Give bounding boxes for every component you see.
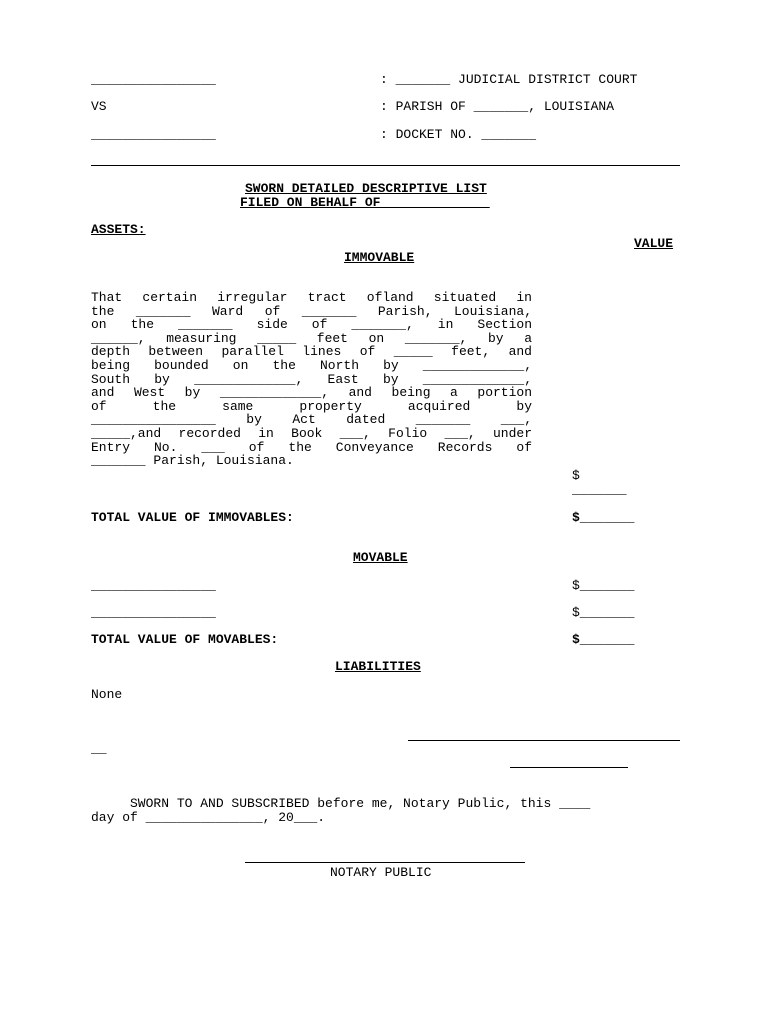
description-line: the _______ Ward of _______ Parish, Louisiana, — [91, 303, 532, 319]
description-line: being bounded on the North by _____________, — [91, 357, 532, 373]
value-heading: VALUE — [634, 236, 674, 251]
vs-label: VS — [91, 99, 107, 114]
description-line: ______, measuring _____ feet on _______, by a — [91, 330, 532, 346]
sworn-statement-line2: day of _______________, 20___. — [91, 810, 326, 825]
parish-line: : PARISH OF _______, LOUISIANA — [380, 99, 615, 114]
total-movables-label: TOTAL VALUE OF MOVABLES: — [91, 632, 279, 647]
description-line: That certain irregular tract ofland situated in — [91, 290, 532, 305]
description-line: depth between parallel lines of _____ feet, and — [91, 344, 532, 360]
docket-line: : DOCKET NO. _______ — [380, 127, 537, 142]
immovable-dollar-sign: $ — [572, 468, 580, 483]
caption-divider — [91, 165, 680, 166]
notary-signature-line — [245, 862, 525, 863]
notary-public-label: NOTARY PUBLIC — [330, 865, 432, 880]
stray-blank: __ — [91, 741, 107, 756]
immovable-heading: IMMOVABLE — [344, 250, 415, 265]
document-title: SWORN DETAILED DESCRIPTIVE LIST — [245, 181, 487, 196]
description-line: Entry No. ___ of the Conveyance Records of — [91, 439, 532, 455]
document-subtitle: FILED ON BEHALF OF _____________ — [240, 195, 490, 210]
description-line: on the _______ side of _______, in Section — [91, 317, 532, 333]
signature-line — [408, 740, 680, 741]
liabilities-text: None — [91, 687, 123, 702]
liabilities-heading: LIABILITIES — [335, 659, 421, 674]
description-line: _______ Parish, Louisiana. — [91, 453, 294, 469]
movable-item: ________________ — [91, 578, 216, 593]
total-immovables-label: TOTAL VALUE OF IMMOVABLES: — [91, 510, 294, 525]
description-line: ________________ by Act dated _______ ___, — [91, 412, 532, 428]
total-immovables-value: $_______ — [572, 510, 635, 525]
court-line: : _______ JUDICIAL DISTRICT COURT — [380, 72, 638, 87]
sworn-statement-line1: SWORN TO AND SUBSCRIBED before me, Notary Public, this ____ — [91, 796, 591, 811]
total-movables-value: $_______ — [572, 632, 635, 647]
signer-name-line — [510, 767, 628, 768]
description-line: South by _____________, East by _____________, — [91, 371, 532, 387]
plaintiff-blank: ________________ — [91, 72, 216, 87]
description-line: _____,and recorded in Book ___, Folio ___, under — [91, 425, 532, 441]
description-line: and West by _____________, and being a portion — [91, 385, 532, 401]
description-line: of the same property acquired by — [91, 398, 532, 414]
movable-heading: MOVABLE — [353, 550, 408, 565]
immovable-value-blank: _______ — [572, 482, 627, 497]
movable-item-value: $_______ — [572, 605, 635, 620]
defendant-blank: ________________ — [91, 127, 216, 142]
assets-heading: ASSETS: — [91, 222, 146, 237]
property-description — [91, 291, 532, 468]
movable-item: ________________ — [91, 605, 216, 620]
movable-item-value: $_______ — [572, 578, 635, 593]
